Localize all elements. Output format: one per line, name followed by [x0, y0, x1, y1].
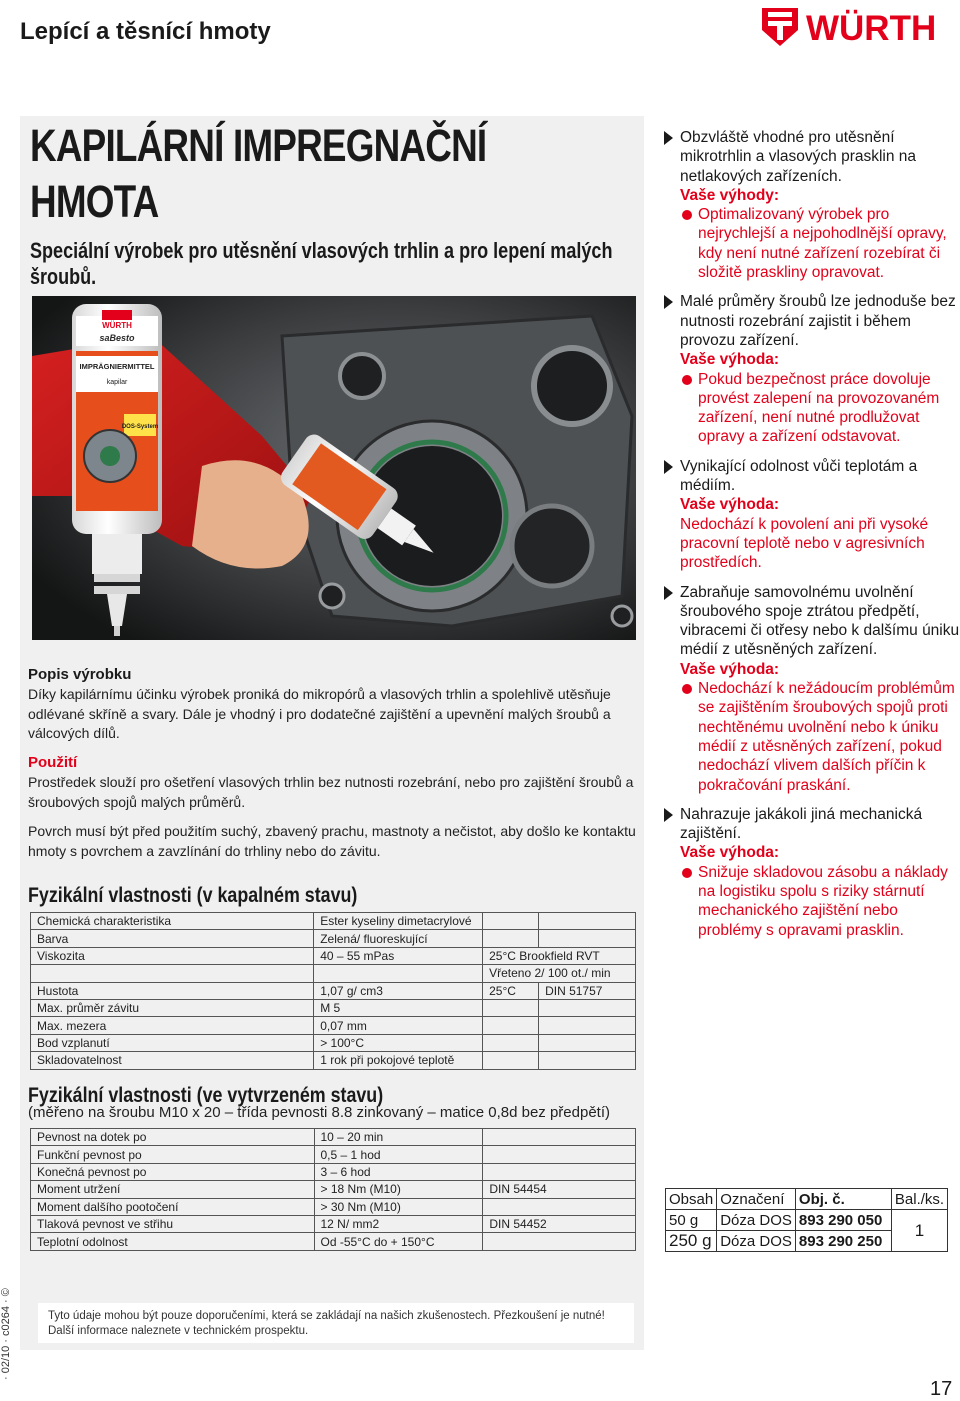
- feature-item: [662, 805, 960, 940]
- triangle-bullet-icon: [664, 295, 673, 309]
- advantage-text-content: Optimalizovaný výrobek pro nejrychlejší a nejpohodlnější opravy, kdy není nutné zařízení rozebírat či složitě praskliny opravovat.: [698, 206, 947, 282]
- property-row: [31, 1129, 636, 1146]
- usage-note: Povrch musí být před použitím suchý, zbavený prachu, mastnoty a nečistot, aby došlo ke kontaktu hmoty s povrchem a zavzlínání do trhliny nebo do závitu.: [28, 823, 636, 859]
- feature-item: [662, 583, 960, 795]
- property-norm: [539, 999, 636, 1016]
- property-label: Hustota: [31, 982, 314, 999]
- property-label: Bod vzplanutí: [31, 1034, 314, 1051]
- property-norm: [539, 1017, 636, 1034]
- property-norm: [483, 1163, 636, 1180]
- property-value: 0,07 mm: [314, 1017, 483, 1034]
- advantage-heading: Vaše výhoda:: [680, 351, 780, 369]
- product-subtitle: Speciální výrobek pro utěsnění vlasových trhlin a pro lepení malých šroubů.: [30, 238, 613, 289]
- advantage-text-content: Snižuje skladovou zásobu a náklady na logistiku spolu s riziky stárnutí mechanického zajištění nebo problémy s opravami prasklin.: [698, 863, 948, 939]
- red-dot-bullet-icon: [682, 684, 692, 694]
- feature-title: [662, 292, 960, 350]
- property-norm: [539, 930, 636, 947]
- property-value: 10 – 20 min: [314, 1129, 483, 1146]
- order-header-number: Obj. č.: [795, 1189, 891, 1210]
- advantage-heading: Vaše výhody:: [680, 186, 780, 204]
- wurth-logo-mark: [760, 6, 800, 48]
- description-text: Díky kapilárnímu účinku výrobek proniká do mikropórů a vlasových trhlin a spolehlivě utěsňuje odlévané skříně a svary. Dále je vhodný i pro dodatečné zajištění a upevnění malých šroubů a válcových dílů.: [28, 686, 611, 741]
- product-title: KAPILÁRNÍ IMPREGNAČNÍ HMOTA: [30, 120, 487, 227]
- property-norm: DIN 54452: [483, 1215, 636, 1232]
- property-norm: [539, 1034, 636, 1051]
- order-header-content: Obsah: [666, 1189, 717, 1210]
- usage-heading: Použití: [28, 754, 78, 771]
- property-value: 12 N/ mm2: [314, 1215, 483, 1232]
- property-value: Ester kyseliny dimetacrylové: [314, 913, 483, 930]
- property-row: [31, 1233, 636, 1250]
- order-number: 893 290 050: [795, 1210, 891, 1231]
- feature-title-text: Nahrazuje jakákoli jiná mechanická zajištění.: [680, 805, 923, 843]
- property-value: 0,5 – 1 hod: [314, 1146, 483, 1163]
- side-code: [0, 1270, 14, 1380]
- property-row: [31, 1146, 636, 1163]
- order-header-name: Označení: [717, 1189, 796, 1210]
- feature-title-text: Obzvláště vhodné pro utěsnění mikrotrhlin a vlasových prasklin na netlakových zařízeních.: [680, 129, 917, 185]
- property-condition: Vřeteno 2/ 100 ot./ min: [483, 965, 636, 982]
- triangle-bullet-icon: [664, 808, 673, 822]
- feature-title-text: Zabraňuje samovolnému uvolnění šroubového spoje ztrátou předpětí, vibracemi či otřesy nebo k dalšímu úniku médií z utěsněných zařízení.: [680, 583, 960, 659]
- feature-title: [662, 583, 960, 660]
- property-label: Funkční pevnost po: [31, 1146, 315, 1163]
- property-norm: DIN 51757: [539, 982, 636, 999]
- order-table: [665, 1188, 948, 1252]
- svg-text:saBesto: saBesto: [99, 333, 135, 343]
- red-dot-bullet-icon: [682, 210, 692, 220]
- property-label: Viskozita: [31, 947, 314, 964]
- property-value: > 18 Nm (M10): [314, 1181, 483, 1198]
- feature-title: [662, 128, 960, 186]
- property-norm: DIN 54454: [483, 1181, 636, 1198]
- property-condition: [483, 930, 539, 947]
- physical-cured-subheading: (měřeno na šroubu M10 x 20 – třída pevnosti 8.8 zinkovaný – matice 0,8d bez předpětí): [28, 1104, 610, 1121]
- property-condition: 25°C: [483, 982, 539, 999]
- order-header-row: [666, 1189, 948, 1210]
- page-number: 17: [930, 1378, 953, 1400]
- feature-title-text: Malé průměry šroubů lze jednoduše bez nutnosti rozebrání zajistit i během provozu zařízení.: [680, 293, 956, 349]
- property-row: [31, 1052, 636, 1069]
- physical-cured-heading: Fyzikální vlastnosti (ve vytvrzeném stavu): [28, 1084, 384, 1107]
- order-header-pack: Bal./ks.: [891, 1189, 947, 1210]
- property-value: > 100°C: [314, 1034, 483, 1051]
- property-value: 1 rok při pokojové teplotě: [314, 1052, 483, 1069]
- property-value: Zelená/ fluoreskující: [314, 930, 483, 947]
- svg-text:DOS-System: DOS-System: [121, 424, 159, 430]
- property-label: Moment utržení: [31, 1181, 315, 1198]
- property-norm: [483, 1129, 636, 1146]
- property-value: Od -55°C do + 150°C: [314, 1233, 483, 1250]
- property-label: Pevnost na dotek po: [31, 1129, 315, 1146]
- property-norm: [539, 1052, 636, 1069]
- property-value: 3 – 6 hod: [314, 1163, 483, 1180]
- property-norm: [483, 1198, 636, 1215]
- property-norm: [483, 1146, 636, 1163]
- property-label: Konečná pevnost po: [31, 1163, 315, 1180]
- property-row: [31, 913, 636, 930]
- property-condition: [483, 999, 539, 1016]
- feature-item: [662, 292, 960, 446]
- advantage-text-content: Nedochází k nežádoucím problémům se zajištěním šroubových spojů proti nechtěnému uvolnění nebo k úniku médií z utěsněných zařízení, pokud nedochází vlivem dalších příčin k pokračování praskání.: [698, 680, 955, 794]
- property-condition: [483, 1052, 539, 1069]
- advantage-text-content: Pokud bezpečnost práce dovoluje provést zalepení na provozovaném zařízení, není nutné prodlužovat opravy a zařízení odstavovat.: [698, 370, 940, 446]
- physical-liquid-table: [30, 912, 636, 1070]
- property-row: [31, 982, 636, 999]
- triangle-bullet-icon: [664, 460, 673, 474]
- property-row: [31, 1215, 636, 1232]
- advantage-heading: Vaše výhoda:: [680, 844, 780, 862]
- feature-item: [662, 457, 960, 573]
- product-photo: [32, 296, 636, 640]
- physical-cured-table: [30, 1128, 636, 1251]
- svg-text:kapilar: kapilar: [106, 379, 128, 386]
- physical-liquid-heading: Fyzikální vlastnosti (v kapalném stavu): [28, 884, 358, 907]
- property-row: [31, 947, 636, 964]
- property-value: M 5: [314, 999, 483, 1016]
- property-condition: [483, 1017, 539, 1034]
- property-label: Max. průměr závitu: [31, 999, 314, 1016]
- property-value: 40 – 55 mPas: [314, 947, 483, 964]
- feature-title: [662, 457, 960, 496]
- property-label: Barva: [31, 930, 314, 947]
- advantage-heading: Vaše výhoda:: [680, 660, 780, 678]
- section-title: Lepící a těsnící hmoty: [20, 18, 271, 45]
- red-dot-bullet-icon: [682, 868, 692, 878]
- property-row: [31, 1181, 636, 1198]
- property-label: Skladovatelnost: [31, 1052, 314, 1069]
- property-row: [31, 965, 636, 982]
- triangle-bullet-icon: [664, 586, 673, 600]
- property-row: [31, 1198, 636, 1215]
- feature-item: [662, 128, 960, 282]
- property-norm: [483, 1233, 636, 1250]
- property-row: [31, 999, 636, 1016]
- property-label: [31, 965, 314, 982]
- advantage-text: [662, 679, 960, 795]
- property-condition: [483, 913, 539, 930]
- property-label: Teplotní odolnost: [31, 1233, 315, 1250]
- property-value: 1,07 g/ cm3: [314, 982, 483, 999]
- svg-text:WÜRTH: WÜRTH: [102, 321, 132, 330]
- order-pack-qty: 1: [891, 1210, 947, 1252]
- wurth-logo: [760, 6, 956, 48]
- property-label: Chemická charakteristika: [31, 913, 314, 930]
- property-row: [31, 1163, 636, 1180]
- advantage-heading: Vaše výhoda:: [680, 496, 780, 514]
- advantage-text: [662, 863, 960, 940]
- wurth-logo-text: WÜRTH: [806, 9, 937, 48]
- advantage-text: [662, 370, 960, 447]
- feature-title-text: Vynikající odolnost vůči teplotám a médiím.: [680, 457, 918, 495]
- property-label: Moment dalšího pootočení: [31, 1198, 315, 1215]
- order-name: Dóza DOS: [717, 1231, 796, 1252]
- order-name: Dóza DOS: [717, 1210, 796, 1231]
- feature-title: [662, 805, 960, 844]
- description-heading: Popis výrobku: [28, 666, 132, 683]
- property-norm: [539, 913, 636, 930]
- disclaimer-text: Tyto údaje mohou být pouze doporučeními, která se zakládají na našich zkušenostech. Přezkoušení je nutné! Další informace naleznete v technickém prospektu.: [48, 1310, 605, 1337]
- property-row: [31, 1017, 636, 1034]
- order-row: [666, 1210, 948, 1231]
- side-code-text: · 02/10 · c0264 · ©: [0, 1288, 12, 1380]
- svg-text:IMPRÄGNIERMITTEL: IMPRÄGNIERMITTEL: [79, 362, 155, 371]
- red-dot-bullet-icon: [682, 375, 692, 385]
- property-condition: [483, 1034, 539, 1051]
- property-label: Tlaková pevnost ve střihu: [31, 1215, 315, 1232]
- usage-text: Prostředek slouží pro ošetření vlasových trhlin bez nutnosti rozebrání, nebo pro zajištění šroubů a šroubových spojů malých průměrů.: [28, 774, 634, 810]
- features-column: [662, 128, 960, 950]
- property-row: [31, 1034, 636, 1051]
- advantage-text: [662, 205, 960, 282]
- property-label: Max. mezera: [31, 1017, 314, 1034]
- property-value: [314, 965, 483, 982]
- property-condition: 25°C Brookfield RVT: [483, 947, 636, 964]
- order-content: 250 g: [666, 1231, 717, 1252]
- order-content: 50 g: [666, 1210, 717, 1231]
- triangle-bullet-icon: [664, 131, 673, 145]
- order-number: 893 290 250: [795, 1231, 891, 1252]
- property-value: > 30 Nm (M10): [314, 1198, 483, 1215]
- property-row: [31, 930, 636, 947]
- advantage-text-content: Nedochází k povolení ani při vysoké pracovní teplotě nebo v agresivních prostředích.: [680, 515, 929, 572]
- advantage-text: [662, 515, 960, 573]
